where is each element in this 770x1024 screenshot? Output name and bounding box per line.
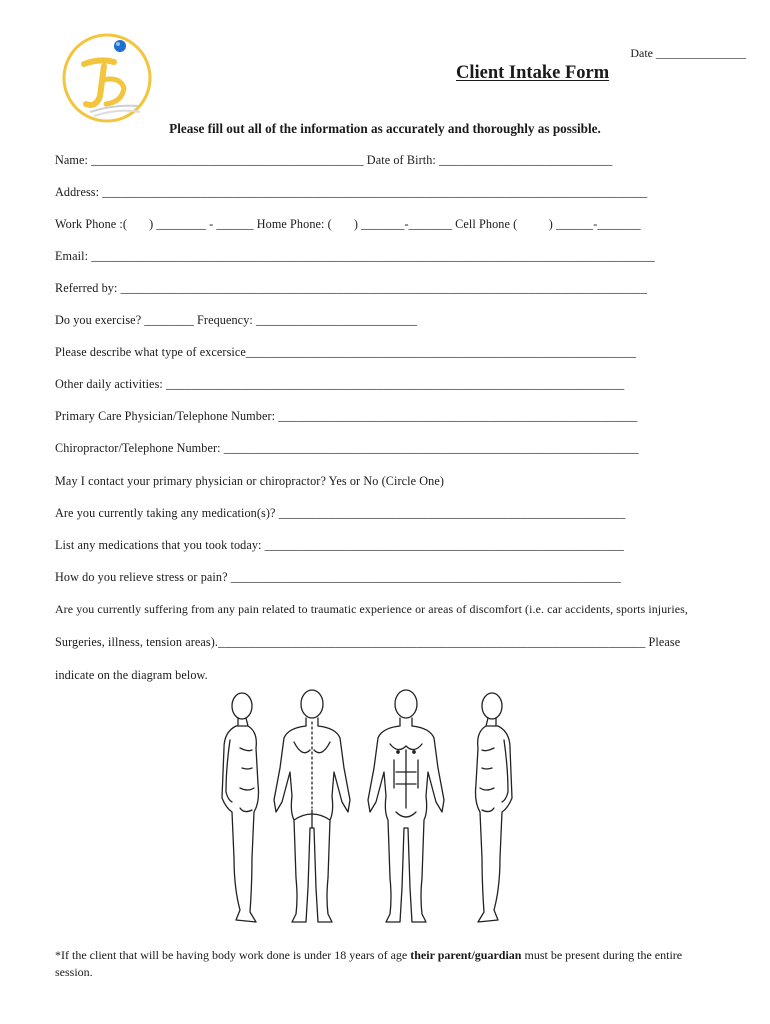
footnote-text-start: *If the client that will be having body work done is under 18 years of age (55, 948, 411, 962)
body-figure-back[interactable] (274, 690, 350, 922)
form-title: Client Intake Form (456, 63, 610, 83)
body-figure-front[interactable] (368, 690, 444, 922)
diagram-instruction: indicate on the diagram below. (55, 668, 208, 682)
address-field[interactable]: Address: ________________________________________________________________________________________ (55, 185, 648, 199)
medications-today-field[interactable]: List any medications that you took today: __________________________________________________________ (55, 538, 624, 552)
referred-by-field[interactable]: Referred by: _____________________________________________________________________________________ (55, 281, 648, 295)
primary-physician-field[interactable]: Primary Care Physician/Telephone Number: __________________________________________________________ (55, 409, 638, 423)
pain-question: Are you currently suffering from any pain related to traumatic experience or areas of discomfort (i.e. car accidents, sports injuries, (55, 602, 688, 616)
body-diagram[interactable] (210, 688, 560, 933)
exercise-field[interactable]: Do you exercise? ________ Frequency: __________________________ (55, 313, 418, 327)
medication-field[interactable]: Are you currently taking any medication(s)? ________________________________________________________ (55, 506, 626, 520)
form-instructions: Please fill out all of the information as accurately and thoroughly as possible. (169, 121, 601, 136)
body-figure-side-right[interactable] (476, 693, 513, 922)
footnote-text-end: must be present during the entire session. (55, 948, 683, 979)
chiropractor-field[interactable]: Chiropractor/Telephone Number: ___________________________________________________________________ (55, 441, 639, 455)
body-figure-side-left[interactable] (222, 693, 259, 922)
phone-fields[interactable]: Work Phone :( ) ________ - ______ Home Phone: ( ) _______-_______ Cell Phone ( ) ______-_______ (55, 217, 641, 231)
email-field[interactable]: Email: ___________________________________________________________________________________________ (55, 249, 655, 263)
name-dob-field[interactable]: Name: ____________________________________________ Date of Birth: ____________________________ (55, 153, 613, 167)
exercise-type-field[interactable]: Please describe what type of excersice_______________________________________________________________ (55, 345, 637, 359)
footnote (55, 947, 720, 981)
daily-activities-field[interactable]: Other daily activities: __________________________________________________________________________ (55, 377, 625, 391)
contact-permission-question[interactable]: May I contact your primary physician or chiropractor? Yes or No (Circle One) (55, 474, 445, 488)
pain-description-field[interactable]: Surgeries, illness, tension areas)._____________________________________________________________________ Please (55, 635, 681, 649)
company-logo (60, 30, 155, 125)
stress-relief-field[interactable]: How do you relieve stress or pain? _______________________________________________________________ (55, 570, 621, 584)
date-field[interactable]: Date _______________ (630, 46, 746, 60)
footnote-bold-text: their parent/guardian (410, 948, 522, 962)
